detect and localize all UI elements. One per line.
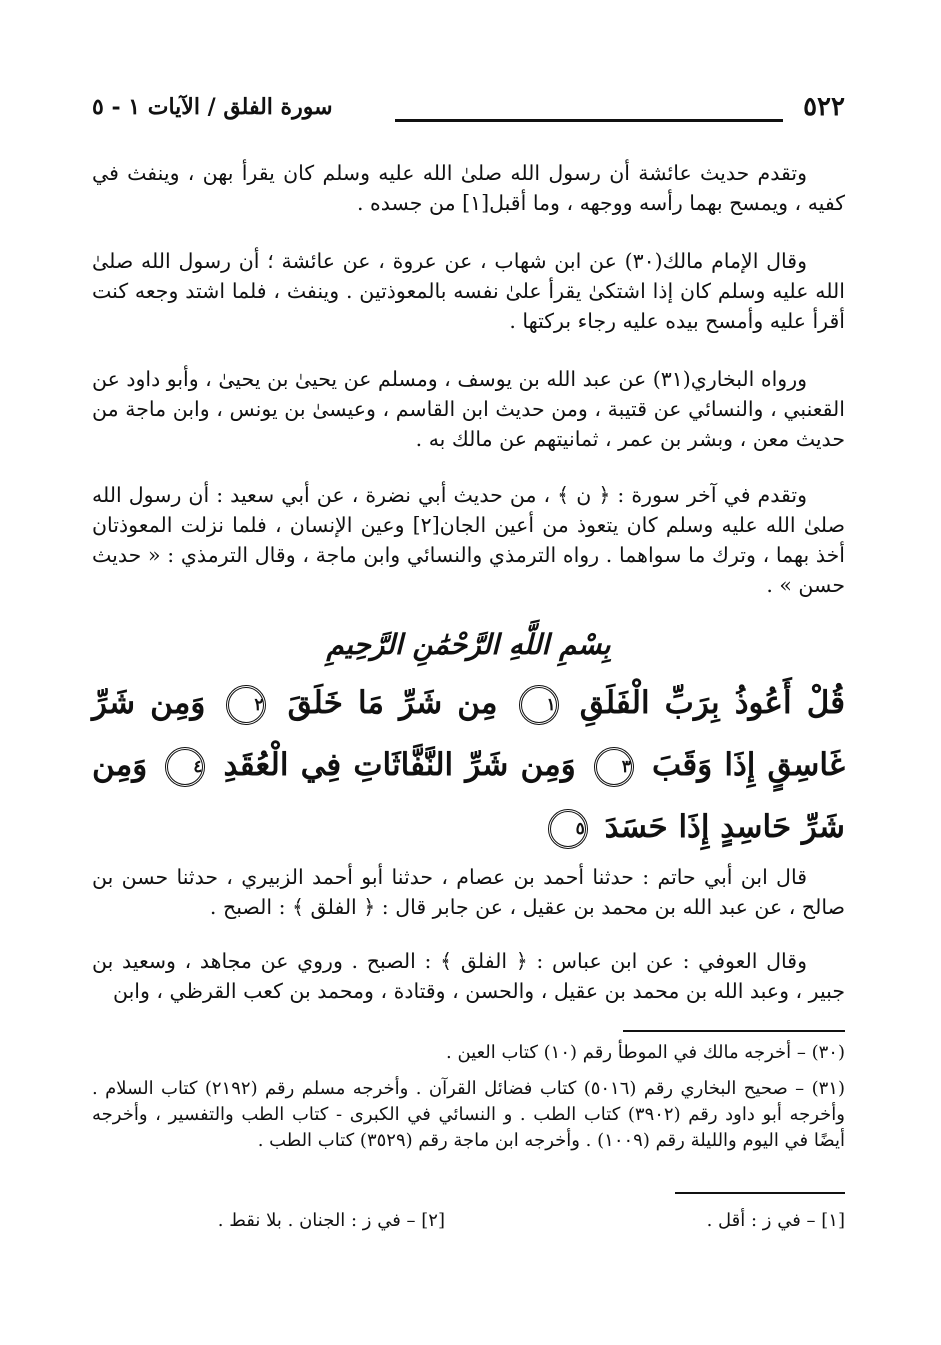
editorial-note-1: [١] – في ز : أقل . bbox=[706, 1210, 845, 1231]
footnote-30: (٣٠) – أخرجه مالك في الموطأ رقم (١٠) كتاب العين . bbox=[446, 1042, 845, 1063]
footnote-divider bbox=[623, 1030, 845, 1032]
editorial-note-2: [٢] – في ز : الجنان . بلا نقط . bbox=[217, 1210, 445, 1231]
paragraph-text: وتقدم حديث عائشة أن رسول الله صلىٰ الله عليه وسلم كان يقرأ بهن ، وينفث في كفيه ، ويمسح بهما رأسه ووجهه ، وما أقبل[١] من جسده . bbox=[92, 161, 845, 215]
paragraph-text: وتقدم في آخر سورة : ﴿ ن ﴾ ، من حديث أبي نضرة ، عن أبي سعيد : أن رسول الله صلىٰ الله عليه وسلم كان يتعوذ من أعين الجان[٢] وعين الإنسان ، فلما نزلت المعوذتان أخذ بهما ، وترك ما سواهما . رواه الترمذي والنسائي وابن ماجة ، وقال الترمذي : « حديث حسن » . bbox=[92, 483, 846, 597]
ayah-number-marker: ٤ bbox=[165, 747, 205, 787]
commentary-paragraph bbox=[92, 158, 845, 218]
running-title: سورة الفلق / الآيات ١ - ٥ bbox=[92, 94, 333, 120]
verse-text: مِن شَرِّ مَا خَلَقَ bbox=[287, 685, 498, 721]
editorial-notes bbox=[92, 1210, 845, 1240]
paragraph-text: وقال العوفي : عن ابن عباس : ﴿ الفلق ﴾ : الصبح . وروي عن مجاهد ، وسعيد بن جبير ، وعبد الله بن محمد بن عقيل ، والحسن ، وقتادة ، ومحمد بن كعب القرظي ، وابن bbox=[92, 949, 845, 1003]
commentary-paragraph bbox=[92, 480, 845, 600]
paragraph-text: قال ابن أبي حاتم : حدثنا أحمد بن عصام ، حدثنا أبو أحمد الزبيري ، حدثنا حسن بن صالح ، عن عبد الله بن محمد بن عقيل ، عن جابر قال : ﴿ الفلق ﴾ : الصبح . bbox=[92, 865, 845, 919]
ayah-number-marker: ٥ bbox=[548, 809, 588, 849]
commentary-paragraph bbox=[92, 862, 845, 922]
paragraph-text: ورواه البخاري(٣١) عن عبد الله بن يوسف ، ومسلم عن يحيىٰ بن يحيىٰ ، وأبو داود عن القعنبي ، والنسائي عن قتيبة ، ومن حديث ابن القاسم ، وعيسىٰ بن يونس ، وابن ماجة من حديث معن ، وبشر بن عمر ، ثمانيتهم عن مالك به . bbox=[92, 367, 845, 451]
ayah-number-marker: ٣ bbox=[594, 747, 634, 787]
commentary-paragraph bbox=[92, 946, 845, 1006]
paragraph-text: وقال الإمام مالك(٣٠) عن ابن شهاب ، عن عروة ، عن عائشة ؛ أن رسول الله صلىٰ الله عليه وسلم كان إذا اشتكىٰ يقرأ علىٰ نفسه بالمعوذتين . وينفث ، فلما اشتد وجعه كنت أقرأ عليه وأمسح بيده عليه رجاء بركتها . bbox=[92, 249, 845, 333]
footnote-31: (٣١) – صحيح البخاري رقم (٥٠١٦) كتاب فضائل القرآن . وأخرجه مسلم رقم (٢١٩٢) كتاب السلام . وأخرجه أبو داود رقم (٣٩٠٢) كتاب الطب . و النسائي في الكبرى - كتاب الطب والتفسير ، وأخرجه أيضًا في اليوم والليلة رقم (١٠٠٩) . وأخرجه ابن ماجة رقم (٣٥٢٩) كتاب الطب . bbox=[92, 1078, 845, 1151]
header-rule bbox=[395, 119, 783, 122]
verse-text: وَمِن شَرِّ غَاسِقٍ إِذَا وَقَبَ bbox=[92, 685, 845, 783]
verse-text: وَمِن شَرِّ حَاسِدٍ إِذَا حَسَدَ bbox=[92, 747, 845, 845]
quran-verses bbox=[92, 672, 845, 858]
page-header bbox=[92, 92, 845, 132]
verse-text: قُلْ أَعُوذُ بِرَبِّ الْفَلَقِ bbox=[579, 685, 846, 721]
basmala: بِسْمِ اللَّهِ الرَّحْمَٰنِ الرَّحِيمِ bbox=[326, 628, 611, 661]
editorial-notes-divider bbox=[675, 1192, 845, 1194]
commentary-paragraph bbox=[92, 364, 845, 454]
commentary-paragraph bbox=[92, 246, 845, 336]
verse-text: وَمِن شَرِّ النَّفَّاثَاتِ فِي الْعُقَدِ bbox=[223, 747, 576, 783]
ayah-number-marker: ١ bbox=[519, 685, 559, 725]
page-number: ٥٢٢ bbox=[803, 92, 845, 122]
ayah-number-marker: ٢ bbox=[226, 685, 266, 725]
